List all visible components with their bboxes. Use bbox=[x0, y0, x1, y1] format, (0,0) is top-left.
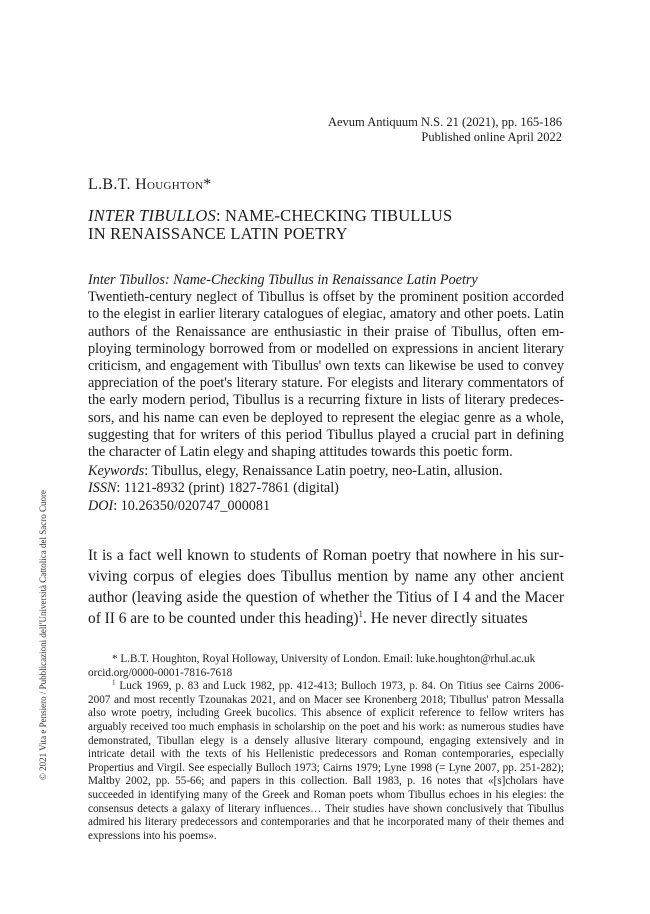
doi-label: DOI bbox=[88, 497, 114, 514]
footnote-1-number: 1 bbox=[112, 678, 116, 687]
doi-line bbox=[88, 498, 564, 515]
footnote-ref-1: 1 bbox=[358, 608, 364, 619]
footnote-1-text: Luck 1969, p. 83 and Luck 1982, pp. 412-413; Bulloch 1973, p. 84. On Titius see Cairns 2006-2007 and most recently Tzounakas 2021, and on Macer see Kronenberg 2018; Tibullus' patron Messalla also wrote poetry, including Greek bucolics. This absence of explicit reference to fellow writers has arguably received too much emphasis in scholarship on the poet and his work: as numerous studies have demonstrated, Tibullan elegy is a densely allusive literary compound, engaging extensively and in intricate detail with the texts of his Hellenistic predecessors and Roman contemporaries, especially Propertius and Virgil. See especially Bulloch 1973; Cairns 1979; Lyne 1998 (= Lyne 2007, pp. 251-282); Maltby 2002, pp. 55-66; and papers in this collection. Ball 1983, p. 16 notes that «[s]cholars have succeeded in identifying many of the Greek and Roman poets whom Tibullus echoes in his elegies: the consensus detects a galaxy of literary influences… Their studies have shown conclusively that Tibullus admired his literary predecessors and contemporaries and that he incorporated many of their themes and expressions into his poems». bbox=[88, 680, 564, 842]
publication-date: Published online April 2022 bbox=[421, 130, 562, 144]
body-paragraph bbox=[88, 545, 564, 629]
keywords-line bbox=[88, 463, 564, 480]
title-line2: IN RENAISSANCE LATIN POETRY bbox=[88, 224, 348, 243]
journal-citation: Aevum Antiquum N.S. 21 (2021), pp. 165-186 bbox=[327, 115, 562, 129]
footnote-author: * L.B.T. Houghton, Royal Holloway, University of London. Email: luke.houghton@rhul.ac.uk bbox=[112, 653, 536, 665]
article-metadata bbox=[88, 463, 564, 515]
copyright-margin-note: © 2021 Vita e Pensiero / Pubblicazioni dell'Università Cattolica del Sacro Cuore bbox=[38, 490, 48, 780]
issn-value: : 1121-8932 (print) 1827-7861 (digital) bbox=[116, 480, 339, 497]
doi-value: : 10.26350/020747_000081 bbox=[113, 497, 271, 514]
footnotes bbox=[88, 653, 564, 843]
author-name bbox=[88, 176, 212, 194]
issn-label: ISSN bbox=[88, 480, 117, 497]
footnote-1 bbox=[88, 680, 564, 843]
title-line1-rest: : NAME-CHECKING TIBULLUS bbox=[215, 206, 453, 225]
running-head bbox=[328, 115, 562, 145]
abstract-title: Inter Tibullos: Name-Checking Tibullus in Renaissance Latin Poetry bbox=[88, 272, 478, 288]
author-initials: L.B.T. bbox=[88, 176, 131, 193]
body-text: It is a fact well known to students of Roman poetry that nowhere in his surviving corpus of elegies does Tibullus mention by name any other ancient author (leaving aside the question of whether the Titius of I 4 and the Macer of II 6 are to be counted under this heading) bbox=[88, 547, 564, 627]
abstract bbox=[88, 272, 564, 461]
issn-line bbox=[88, 480, 564, 497]
keywords-value: : Tibullus, elegy, Renaissance Latin poetry, neo-Latin, allusion. bbox=[144, 463, 503, 479]
footnote-orcid: orcid.org/0000-0001-7816-7618 bbox=[88, 666, 233, 679]
author-surname: Houghton bbox=[135, 176, 204, 193]
author-footnote-mark: * bbox=[203, 176, 212, 193]
article-title bbox=[88, 207, 568, 243]
keywords-label: Keywords bbox=[88, 463, 145, 479]
body-text-tail: . He never directly situates bbox=[363, 610, 528, 627]
abstract-text: Twentieth-century neglect of Tibullus is offset by the prominent position accorded to the elegist in earlier literary catalogues of elegiac, amatory and other poets. Latin authors of the Renaissance are enthusiastic in their praise of Tibullus, often employing terminology borrowed from or modelled on expressions in ancient literary criticism, and engagement with Tibullus' own texts can likewise be used to convey appreciation of the poet's literary stature. For elegists and literary commentators of the early modern period, Tibullus is a recurring fixture in lists of literary predecessors, and his name can even be deployed to represent the elegiac genre as a whole, suggesting that for writers of this period Tibullus played a crucial part in defining the character of Latin elegy and shaping attitudes towards this poetic form. bbox=[88, 289, 564, 461]
title-italic: INTER TIBULLOS bbox=[88, 206, 216, 225]
